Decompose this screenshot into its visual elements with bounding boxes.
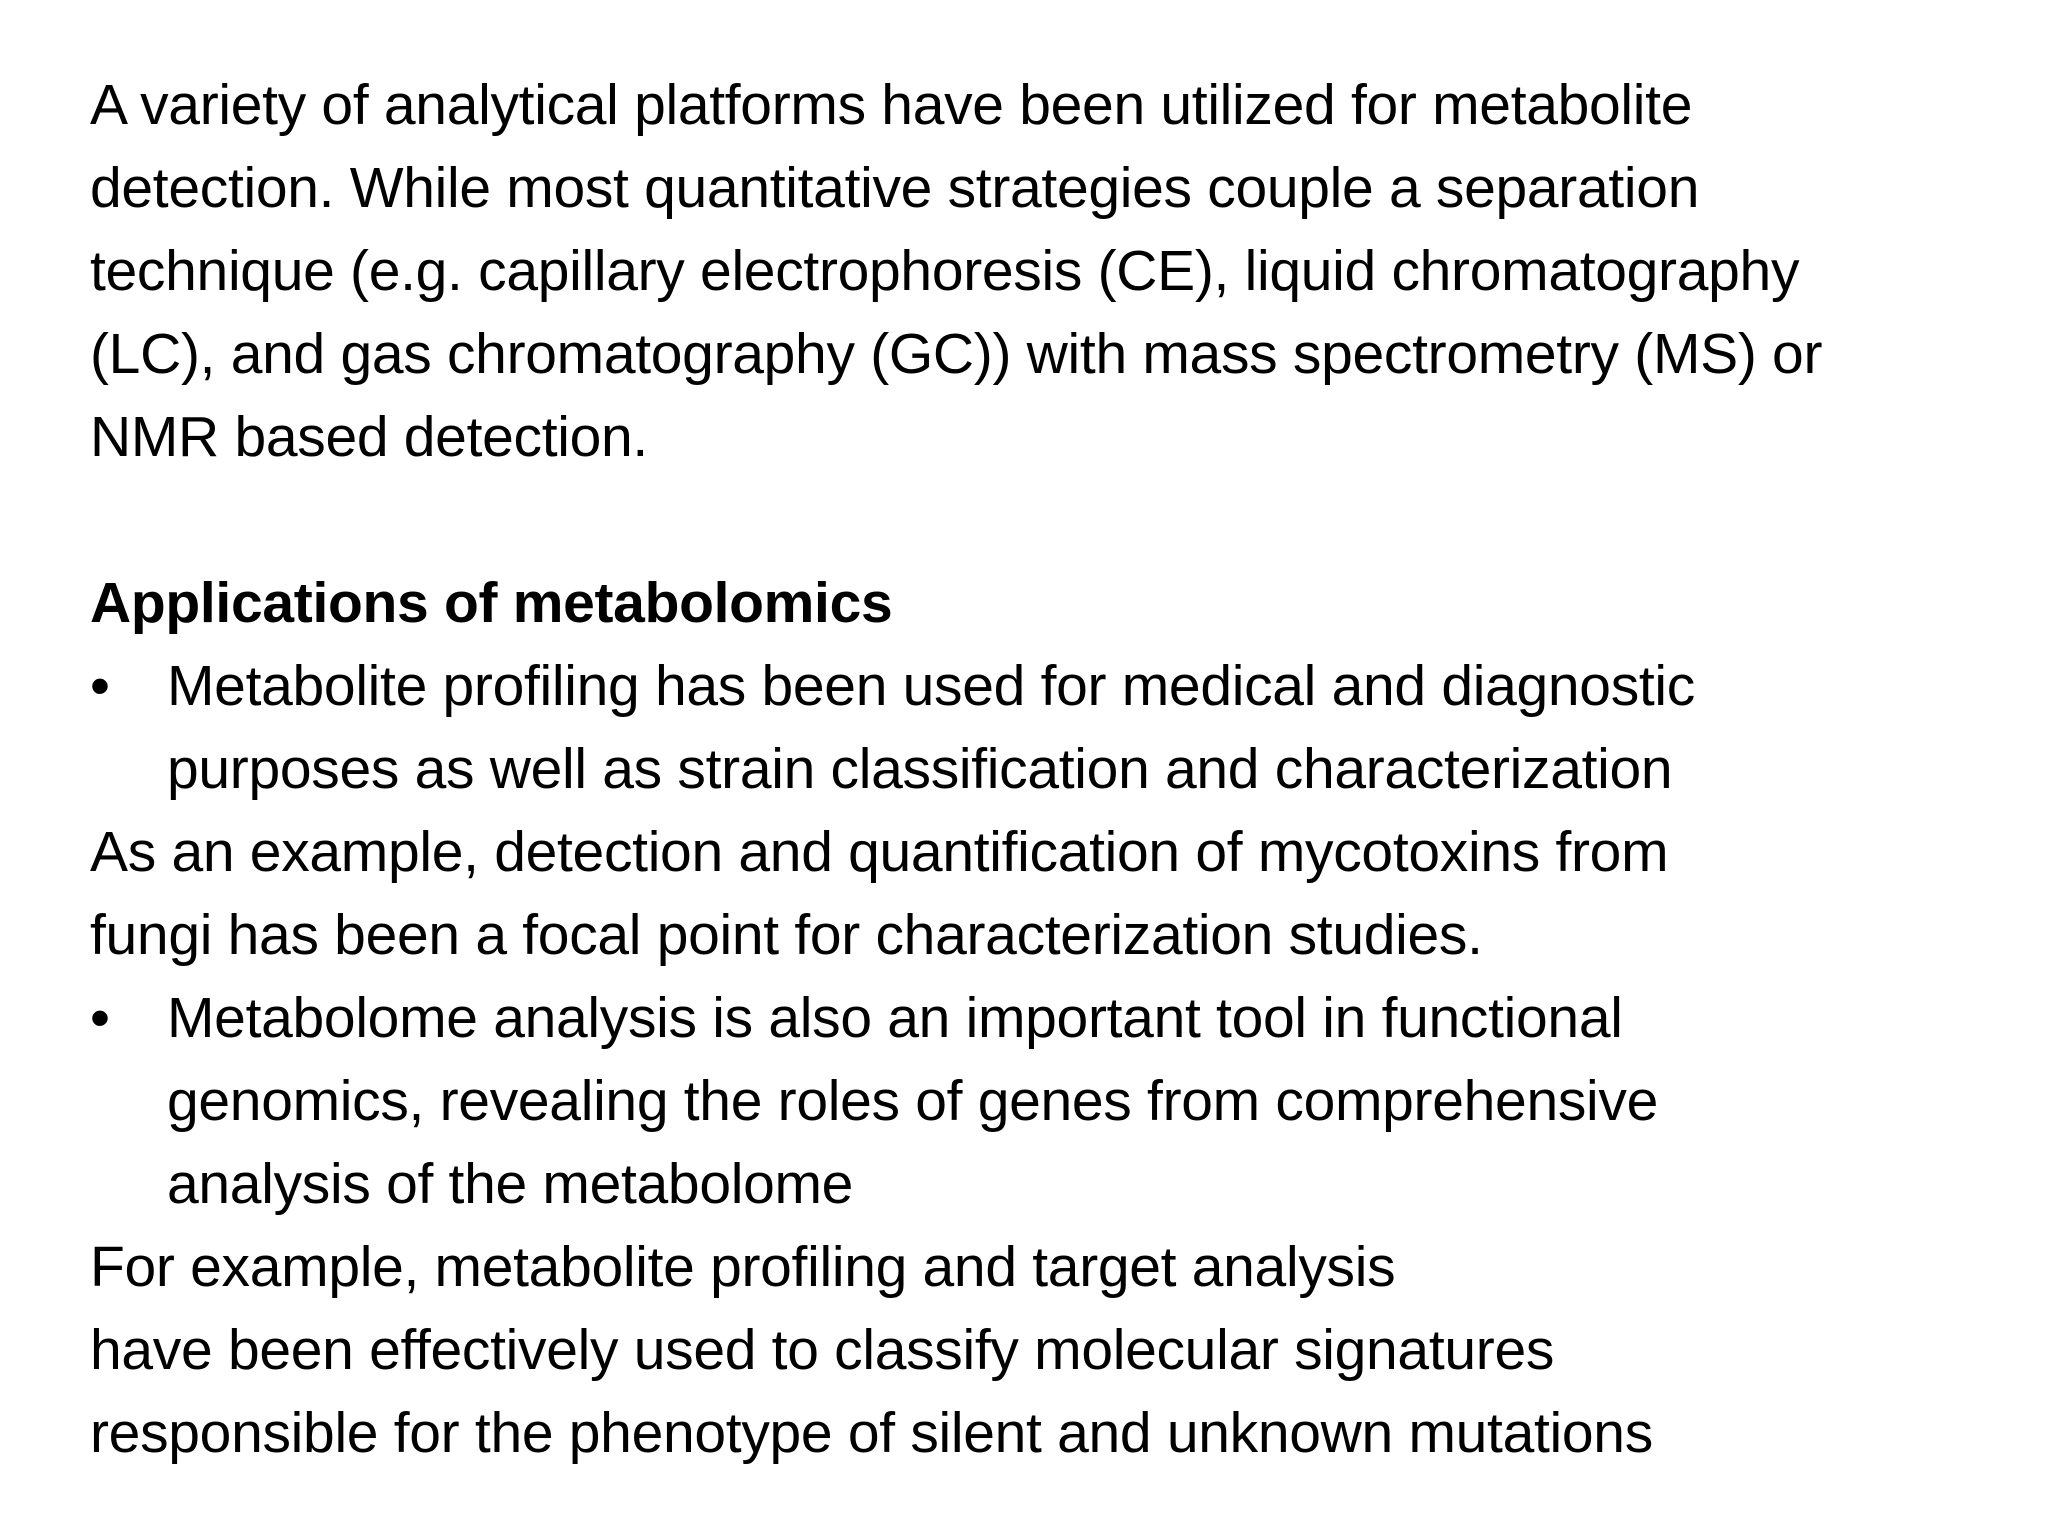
bullet-icon: • <box>90 654 110 718</box>
bullet-line: analysis of the metabolome <box>167 1152 854 1216</box>
example-line: For example, metabolite profiling and target analysis <box>90 1235 1396 1299</box>
bullet-line: purposes as well as strain classification and characterization <box>167 737 1673 801</box>
intro-line: NMR based detection. <box>90 405 648 469</box>
example-line: As an example, detection and quantification of mycotoxins from <box>90 820 1669 884</box>
example-line: have been effectively used to classify molecular signatures <box>90 1318 1555 1382</box>
example-line: fungi has been a focal point for characterization studies. <box>90 903 1483 967</box>
intro-line: detection. While most quantitative strategies couple a separation <box>90 156 1700 220</box>
intro-line: technique (e.g. capillary electrophoresis (CE), liquid chromatography <box>90 239 1800 303</box>
example-line: responsible for the phenotype of silent and unknown mutations <box>90 1401 1653 1465</box>
intro-line: (LC), and gas chromatography (GC)) with mass spectrometry (MS) or <box>90 322 1823 386</box>
bullet-line: Metabolome analysis is also an important tool in functional <box>167 986 1623 1050</box>
bullet-line: Metabolite profiling has been used for medical and diagnostic <box>167 654 1695 718</box>
applications-heading: Applications of metabolomics <box>90 571 893 635</box>
bullet-line: genomics, revealing the roles of genes from comprehensive <box>167 1069 1659 1133</box>
intro-line: A variety of analytical platforms have been utilized for metabolite <box>90 73 1693 137</box>
bullet-icon: • <box>90 986 110 1050</box>
